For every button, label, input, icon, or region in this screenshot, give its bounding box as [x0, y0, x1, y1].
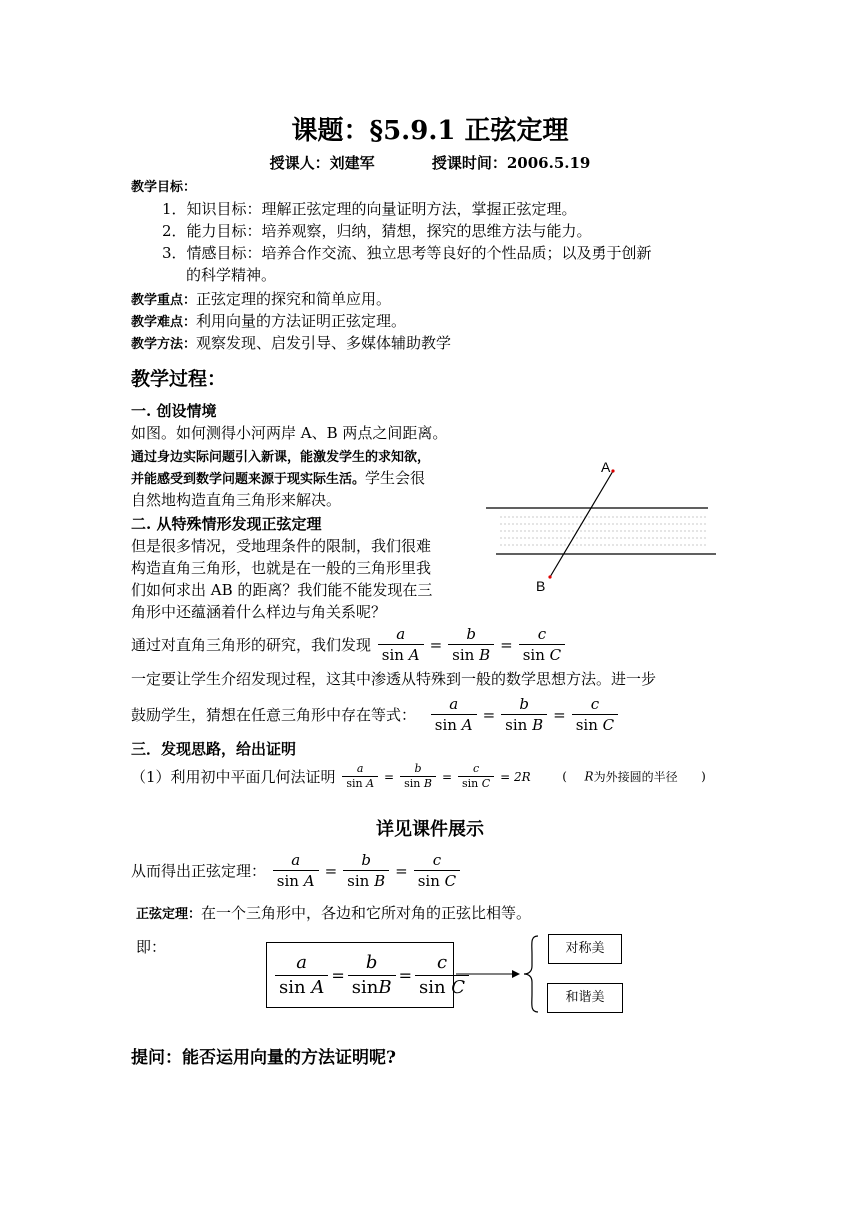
section1-line2 — [131, 467, 425, 488]
derive-line: 从而得出正弦定理： $\frac{a}{\text{sin A}}$ = $\frac{b}{\text{sin B}}$ = $\frac{c}{\text{sin C}}$ — [131, 850, 462, 891]
section1-line1: 如图。如何测得小河两岸 A、B 两点之间距离。 — [131, 424, 448, 442]
discover-text: 通过对直角三角形的研究，我们发现 — [131, 636, 372, 654]
arrow-and-brace — [452, 928, 552, 1018]
process-heading: 教学过程： — [131, 368, 227, 390]
theorem-box: $\frac{a}{\text{sin A}}$ = $\frac{b}{\sin B}$ = $\frac{c}{\text{sin C}}$ — [266, 942, 454, 1008]
section2-line1: 但是很多情况，受地理条件的限制，我们很难 — [131, 537, 432, 555]
proof1-text: （1）利用初中平面几何法证明 — [131, 768, 336, 786]
section1-bold1: 通过身边实际问题引入新课，能激发学生的求知欲， — [131, 450, 431, 465]
frac-c: $\frac{c}{\text{sin C}}$ — [519, 624, 565, 665]
section2-line4: 角形中还蕴涵着什么样边与角关系呢？ — [131, 603, 387, 621]
teaching-method — [131, 332, 451, 353]
segment-ab — [550, 471, 613, 577]
harmony-beauty-box: 和谐美 — [547, 983, 623, 1013]
section2-para2: 鼓励学生，猜想在任意三角形中存在等式： $\frac{a}{\text{sin A}}$ = $\frac{b}{\text{sin B}}$ = $\frac{c}{\text{sin C}}$ — [131, 694, 620, 735]
see-courseware: 详见课件展示 — [376, 819, 484, 840]
theorem-line — [136, 902, 531, 923]
goal-item-3-cont: 的科学精神。 — [186, 266, 277, 284]
closing-question: 提问：能否运用向量的方法证明呢? — [131, 1048, 396, 1068]
key-text: 正弦定理的探究和简单应用。 — [196, 290, 392, 308]
section1-heading: 一. 创设情境 — [131, 402, 217, 420]
goals-heading: 教学目标： — [131, 180, 197, 195]
key-label: 教学重点： — [131, 293, 197, 308]
section1-tail2: 学生会很 — [365, 469, 426, 487]
frac-b: $\frac{b}{\text{sin B}}$ — [448, 624, 494, 665]
goal-item-2: 2．能力目标：培养观察，归纳，猜想，探究的思维方法与能力。 — [162, 222, 592, 240]
section3-heading: 三．发现思路，给出证明 — [131, 740, 297, 758]
difficult-label: 教学难点： — [131, 315, 197, 330]
section1-bold2: 并能感受到数学问题来源于现实际生活。 — [131, 472, 366, 487]
point-b-label: B — [536, 578, 546, 594]
arrow-head — [512, 970, 520, 978]
teacher-label: 授课人：刘建军 — [269, 154, 375, 172]
point-b-dot — [548, 575, 551, 578]
river-figure — [480, 455, 725, 595]
goal-item-3: 3．情感目标：培养合作交流、独立思考等良好的个性品质；以及勇于创新 — [162, 244, 652, 262]
theorem-label: 正弦定理： — [136, 907, 202, 922]
section1-line3: 自然地构造直角三角形来解决。 — [131, 491, 342, 509]
theorem-text: 在一个三角形中，各边和它所对角的正弦比相等。 — [201, 904, 532, 922]
goal-item-1: 1．知识目标：理解正弦定理的向量证明方法，掌握正弦定理。 — [162, 200, 577, 218]
section2-line2: 构造直角三角形，也就是在一般的三角形里我 — [131, 559, 432, 577]
symmetry-beauty-box: 对称美 — [548, 934, 622, 964]
difficult-text: 利用向量的方法证明正弦定理。 — [196, 312, 407, 330]
difficult-point — [131, 310, 406, 331]
section2-para1: 一定要让学生介绍发现过程，这其中渗透从特殊到一般的数学思想方法。进一步 — [131, 670, 657, 688]
discover-line: 通过对直角三角形的研究，我们发现 $\frac{a}{\text{sin A}}$ = $\frac{b}{\text{sin B}}$ = $\frac{c}{\text{sin C}}$ — [131, 624, 567, 665]
time-label: 授课时间：2006.5.19 — [431, 154, 591, 172]
section2-line3: 们如何求出 AB 的距离？我们能不能发现在三 — [131, 581, 433, 599]
point-a-label: A — [601, 459, 611, 475]
proof1-line: （1）利用初中平面几何法证明 $\frac{a}{\text{sin A}}$ = $\frac{b}{\text{sin B}}$ = $\frac{c}{\text{sin C}}$ = 2R ( R为外接圆的半径 ) — [131, 762, 706, 790]
page-title: 课题：§5.9.1 正弦定理 — [291, 116, 569, 146]
that-is-label: 即： — [136, 938, 167, 956]
frac-a: $\frac{a}{\text{sin A}}$ — [378, 624, 424, 665]
method-text: 观察发现、启发引导、多媒体辅助教学 — [196, 334, 452, 352]
para2-text: 鼓励学生，猜想在任意三角形中存在等式： — [131, 706, 417, 724]
derive-text: 从而得出正弦定理： — [131, 862, 267, 880]
key-point — [131, 288, 391, 309]
section2-heading: 二. 从特殊情形发现正弦定理 — [131, 515, 322, 533]
byline — [0, 152, 860, 173]
brace — [524, 936, 538, 1012]
river-water — [500, 517, 708, 545]
method-label: 教学方法： — [131, 337, 197, 352]
point-a-dot — [611, 469, 614, 472]
